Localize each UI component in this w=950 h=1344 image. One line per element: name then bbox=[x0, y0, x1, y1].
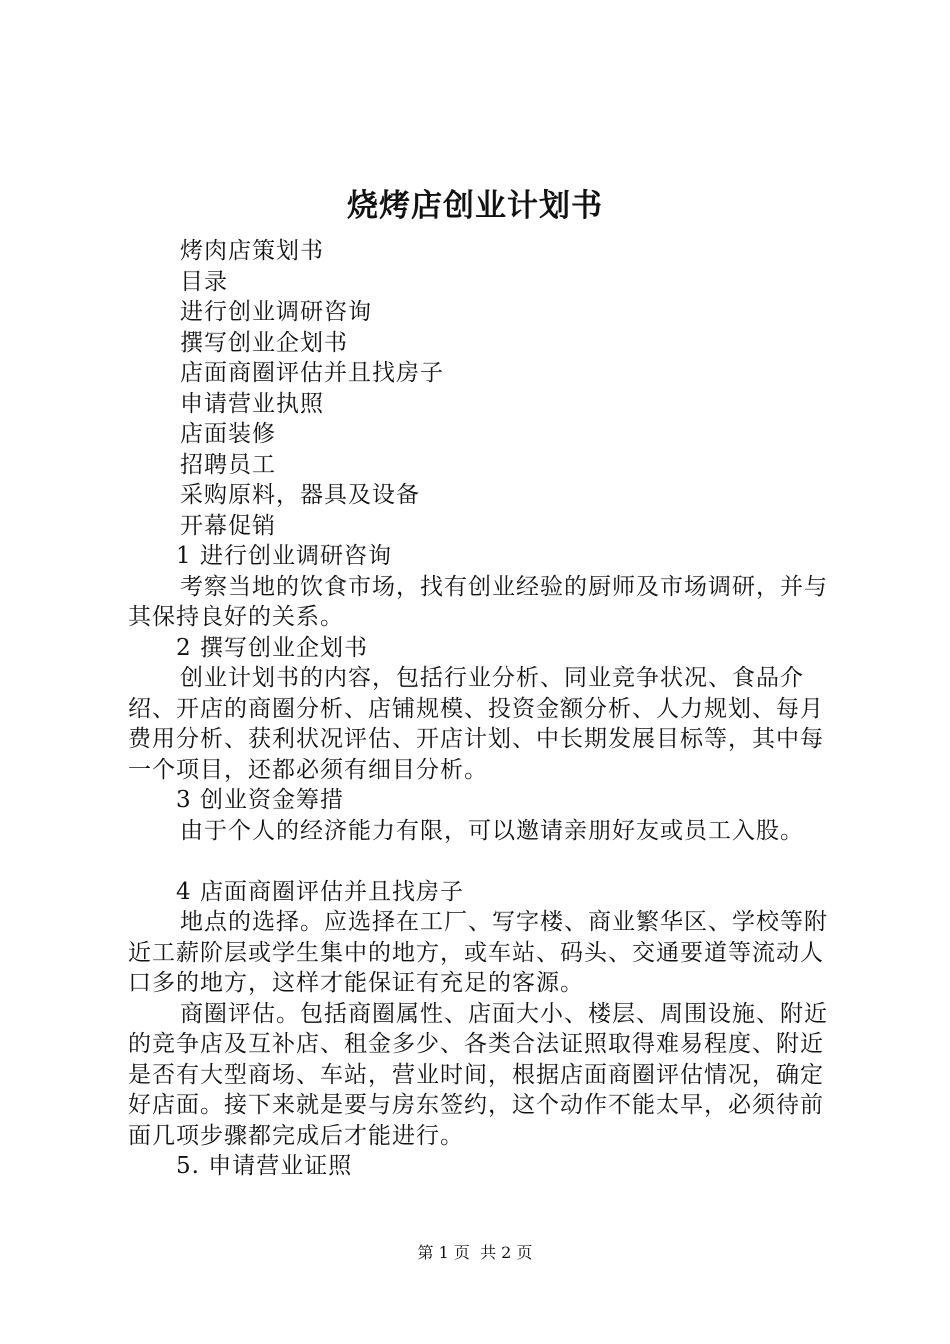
section-paragraph: 由于个人的经济能力有限，可以邀请亲朋好友或员工入股。 bbox=[180, 817, 804, 844]
toc-item: 申请营业执照 bbox=[180, 390, 324, 417]
toc-item: 开幕促销 bbox=[180, 512, 276, 539]
toc-item: 采购原料，器具及设备 bbox=[180, 482, 420, 508]
toc-item: 烤肉店策划书 bbox=[180, 238, 324, 264]
page-total: 共 2 页 bbox=[480, 1243, 533, 1262]
toc-item: 招聘员工 bbox=[180, 451, 276, 478]
toc-item: 店面装修 bbox=[180, 421, 276, 447]
page-footer bbox=[0, 1243, 950, 1263]
document-title: 烧烤店创业计划书 bbox=[347, 188, 603, 224]
blank-line bbox=[128, 846, 840, 877]
section-paragraph: 创业计划书的内容，包括行业分析、同业竞争状况、食品介绍、开店的商圈分析、店铺规模、投资金额分析、人力规划、每月费用分析、获利状况评估、开店计划、中长期发展目标等，其中每一个项目，还都必须有细目分析。 bbox=[128, 665, 824, 783]
section-heading: 1 进行创业调研咨询 bbox=[176, 543, 392, 569]
toc-item: 撰写创业企划书 bbox=[180, 329, 348, 356]
toc-item: 目录 bbox=[180, 268, 228, 295]
section-paragraph: 商圈评估。包括商圈属性、店面大小、楼层、周围设施、附近的竞争店及互补店、租金多少、各类合法证照取得难易程度、附近是否有大型商场、车站，营业时间，根据店面商圈评估情况，确定好店面。接下来就是要与房东签约，这个动作不能太早，必须待前面几项步骤都完成后才能进行。 bbox=[128, 1000, 828, 1149]
toc-item: 进行创业调研咨询 bbox=[180, 299, 372, 325]
section-heading: 2 撰写创业企划书 bbox=[176, 634, 368, 661]
toc-item: 店面商圈评估并且找房子 bbox=[180, 360, 444, 386]
section-paragraph: 地点的选择。应选择在工厂、写字楼、商业繁华区、学校等附近工薪阶层或学生集中的地方，或车站、码头、交通要道等流动人口多的地方，这样才能保证有充足的客源。 bbox=[128, 909, 828, 996]
section-heading: 5. 申请营业证照 bbox=[176, 1153, 353, 1179]
section-heading: 3 创业资金筹措 bbox=[176, 787, 344, 813]
page-number: 第 1 页 bbox=[417, 1243, 470, 1262]
section-heading: 4 店面商圈评估并且找房子 bbox=[176, 878, 464, 905]
section-paragraph: 考察当地的饮食市场，找有创业经验的厨师及市场调研，并与其保持良好的关系。 bbox=[128, 573, 828, 630]
document-body bbox=[128, 236, 840, 1182]
